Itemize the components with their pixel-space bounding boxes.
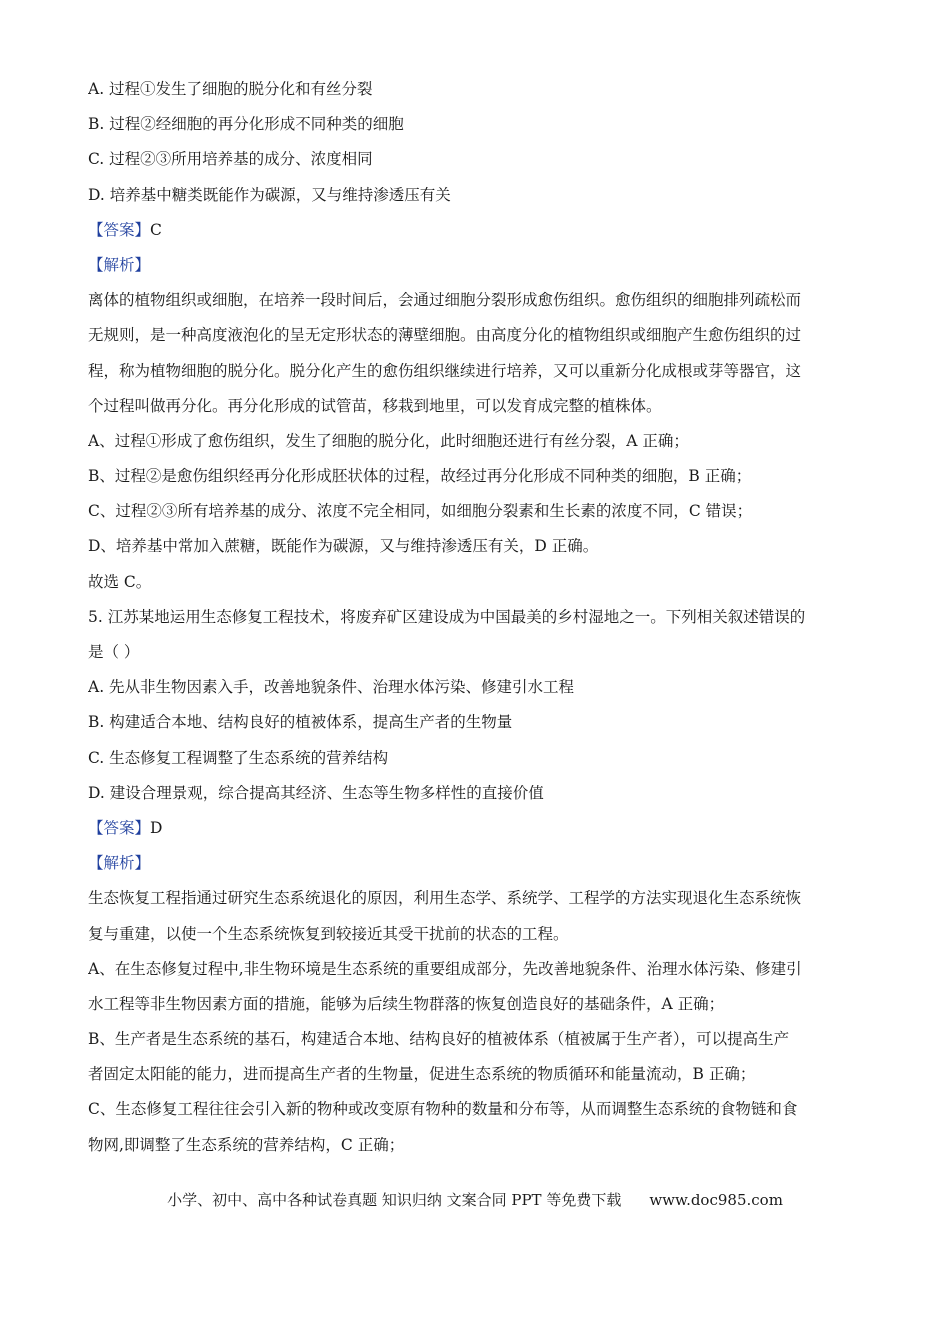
q4-option-c: C. 过程②③所用培养基的成分、浓度相同 xyxy=(88,150,373,169)
q5-option-c: C. 生态修复工程调整了生态系统的营养结构 xyxy=(88,748,389,767)
q5-analysis-line: 水工程等非生物因素方面的措施，能够为后续生物群落的恢复创造良好的基础条件，A 正确； xyxy=(88,994,725,1013)
q5-stem: 是（ ） xyxy=(88,643,140,661)
q5-answer-tag: 【答案】 xyxy=(88,818,151,837)
q4-analysis-line: D、培养基中常加入蔗糖，既能作为碳源，又与维持渗透压有关，D 正确。 xyxy=(88,537,599,556)
q5-analysis-line: 者固定太阳能的能力，进而提高生产者的生物量，促进生态系统的物质循环和能量流动，B 正确； xyxy=(88,1065,756,1084)
q5-analysis-line: B、生产者是生态系统的基石，构建适合本地、结构良好的植被体系（植被属于生产者），可以提高生产 xyxy=(88,1030,790,1049)
q4-analysis-tag: 【解析】 xyxy=(88,255,151,274)
footer-url[interactable]: www.doc985.com xyxy=(649,1191,783,1209)
footer-text: 小学、初中、高中各种试卷真题 知识归纳 文案合同 PPT 等免费下载 xyxy=(167,1191,622,1209)
q5-option-a: A. 先从非生物因素入手，改善地貌条件、治理水体污染、修建引水工程 xyxy=(88,678,575,697)
q5-analysis-line: A、在生态修复过程中,非生物环境是生态系统的重要组成部分，先改善地貌条件、治理水体污染、修建引 xyxy=(88,959,802,978)
q5-analysis-tag: 【解析】 xyxy=(88,854,151,873)
q4-analysis-line: 程，称为植物细胞的脱分化。脱分化产生的愈伤组织继续进行培养，又可以重新分化成根或芽等器官，这 xyxy=(88,361,802,380)
page-content xyxy=(88,72,868,1163)
q4-analysis-line: 无规则，是一种高度液泡化的呈无定形状态的薄壁细胞。由高度分化的植物组织或细胞产生愈伤组织的过 xyxy=(88,326,802,345)
q4-analysis-line: C、过程②③所有培养基的成分、浓度不完全相同，如细胞分裂素和生长素的浓度不同，C 错误； xyxy=(88,502,753,521)
q4-analysis-line: 个过程叫做再分化。再分化形成的试管苗，移栽到地里，可以发育成完整的植株体。 xyxy=(88,396,662,415)
q5-option-d: D. 建设合理景观，综合提高其经济、生态等生物多样性的直接价值 xyxy=(88,783,544,802)
q5-analysis-line: 复与重建，以使一个生态系统恢复到较接近其受干扰前的状态的工程。 xyxy=(88,924,569,943)
q4-answer xyxy=(88,213,868,248)
q5-analysis-line: 物网,即调整了生态系统的营养结构，C 正确； xyxy=(88,1135,405,1154)
q4-option-b: B. 过程②经细胞的再分化形成不同种类的细胞 xyxy=(88,115,404,134)
q4-answer-tag: 【答案】 xyxy=(88,220,151,239)
q4-analysis-line: 离体的植物组织或细胞，在培养一段时间后，会通过细胞分裂形成愈伤组织。愈伤组织的细胞排列疏松而 xyxy=(88,291,802,310)
page-footer xyxy=(0,1188,950,1212)
q5-answer xyxy=(88,811,868,846)
q4-conclusion: 故选 C。 xyxy=(88,572,152,591)
q4-option-a: A. 过程①发生了细胞的脱分化和有丝分裂 xyxy=(88,80,373,98)
q5-stem: 5. 江苏某地运用生态修复工程技术，将废弃矿区建设成为中国最美的乡村湿地之一。下列相关叙述错误的 xyxy=(88,607,806,626)
q4-analysis-line: B、过程②是愈伤组织经再分化形成胚状体的过程，故经过再分化形成不同种类的细胞，B 正确； xyxy=(88,467,752,486)
q5-option-b: B. 构建适合本地、结构良好的植被体系，提高生产者的生物量 xyxy=(88,713,513,732)
q4-answer-value: C xyxy=(150,220,162,239)
q4-analysis-line: A、过程①形成了愈伤组织，发生了细胞的脱分化，此时细胞还进行有丝分裂，A 正确； xyxy=(88,431,689,450)
q4-option-d: D. 培养基中糖类既能作为碳源，又与维持渗透压有关 xyxy=(88,185,451,204)
q5-answer-value: D xyxy=(150,818,163,837)
q5-analysis-line: C、生态修复工程往往会引入新的物种或改变原有物种的数量和分布等，从而调整生态系统的食物链和食 xyxy=(88,1100,798,1119)
q5-analysis-line: 生态恢复工程指通过研究生态系统退化的原因，利用生态学、系统学、工程学的方法实现退化生态系统恢 xyxy=(88,889,802,908)
